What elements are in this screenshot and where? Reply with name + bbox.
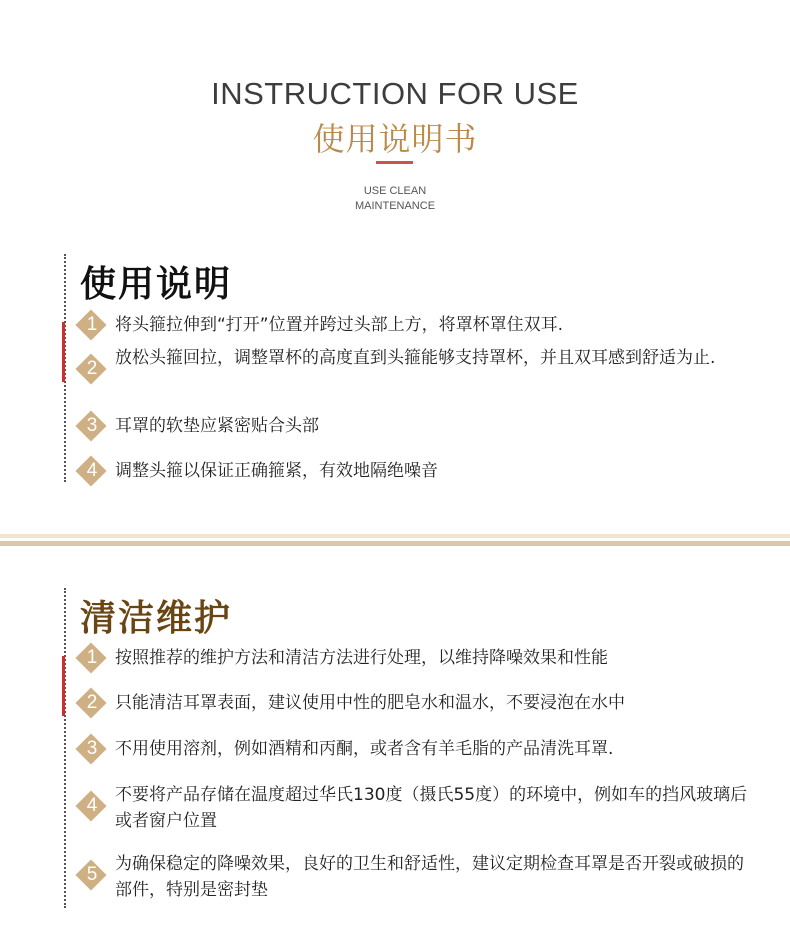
- item-text: 放松头箍回拉，调整罩杯的高度直到头箍能够支持罩杯，并且双耳感到舒适为止.: [115, 348, 716, 368]
- title-underline: [376, 161, 413, 164]
- section-accent-bar: [62, 656, 65, 716]
- item-text: 将头箍拉伸到“打开”位置并跨过头部上方，将罩杯罩住双耳.: [115, 315, 564, 335]
- section-accent-bar: [62, 322, 65, 382]
- title-english: INSTRUCTION FOR USE: [211, 76, 579, 111]
- item-text: 调整头箍以保证正确箍紧，有效地隔绝噪音: [115, 461, 438, 481]
- section-divider: [0, 541, 790, 546]
- item-text: 不要将产品存储在温度超过华氏130度（摄氏55度）的环境中，例如车的挡风玻璃后或者窗户位置: [115, 785, 748, 831]
- item-number: 5: [86, 864, 98, 885]
- subtitle: [0, 184, 790, 214]
- section-dotted-line: [64, 588, 66, 908]
- item-number: 1: [86, 314, 98, 335]
- item-text: 按照推荐的维护方法和清洁方法进行处理，以维持降噪效果和性能: [115, 648, 608, 668]
- header: [0, 0, 790, 230]
- item-number: 2: [86, 692, 98, 713]
- usage-title: 使用说明: [80, 264, 233, 305]
- item-number: 2: [86, 358, 98, 379]
- section-divider: [0, 534, 790, 538]
- item-text: 耳罩的软垫应紧密贴合头部: [115, 416, 319, 436]
- item-number: 3: [86, 738, 98, 759]
- subtitle-line-2: MAINTENANCE: [354, 200, 436, 212]
- item-text: 不用使用溶剂，例如酒精和丙酮，或者含有羊毛脂的产品清洗耳罩.: [115, 739, 614, 759]
- item-text: 为确保稳定的降噪效果，良好的卫生和舒适性，建议定期检查耳罩是否开裂或破损的部件，特别是密封垫: [115, 854, 744, 900]
- item-number: 1: [86, 647, 98, 668]
- subtitle-line-1: USE CLEAN: [363, 185, 427, 197]
- item-text: 只能清洁耳罩表面，建议使用中性的肥皂水和温水，不要浸泡在水中: [115, 693, 625, 713]
- item-number: 4: [86, 460, 98, 481]
- item-number: 3: [86, 415, 98, 436]
- care-title: 清洁维护: [80, 598, 233, 639]
- item-number: 4: [86, 795, 98, 816]
- title-chinese: 使用说明书: [312, 120, 478, 158]
